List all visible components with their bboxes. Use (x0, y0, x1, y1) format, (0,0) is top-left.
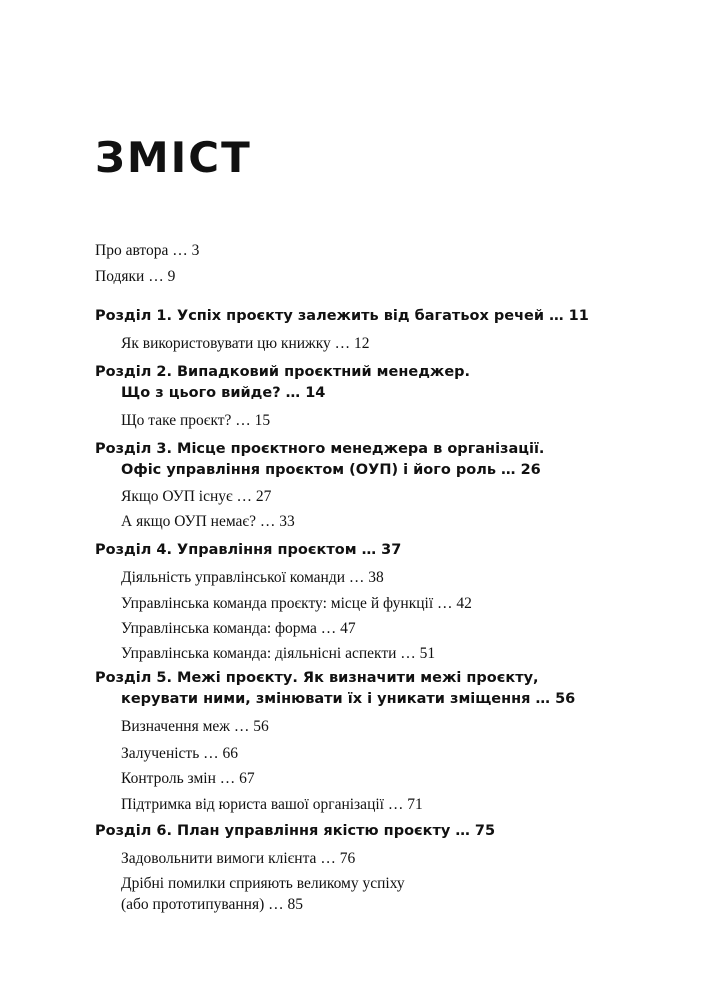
toc-section-line2: (або прототипування) … 85 (121, 896, 303, 913)
toc-section[interactable]: Що таке проєкт? … 15 (121, 412, 271, 429)
chapter-6-title: Розділ 6. План управління якістю проєкту … 75 (95, 823, 496, 839)
toc-chapter-1[interactable] (95, 306, 589, 327)
toc-entry-about-author[interactable]: Про автора … 3 (95, 242, 200, 259)
toc-section[interactable]: А якщо ОУП немає? … 33 (121, 513, 295, 530)
toc-section[interactable]: Підтримка від юриста вашої організації … 71 (121, 796, 423, 813)
chapter-4-title: Розділ 4. Управління проєктом … 37 (95, 542, 402, 558)
toc-section[interactable]: Задовольнити вимоги клієнта … 76 (121, 850, 356, 867)
chapter-2-title-line1: Розділ 2. Випадковий проєктний менеджер. (95, 364, 471, 380)
chapter-5-title-line2: керувати ними, змінювати їх і уникати зміщення … 56 (121, 691, 576, 707)
toc-chapter-4[interactable] (95, 540, 401, 561)
chapter-2-title-line2: Що з цього вийде? … 14 (121, 385, 326, 401)
toc-section[interactable]: Діяльність управлінської команди … 38 (121, 569, 384, 586)
toc-section[interactable]: Контроль змін … 67 (121, 770, 255, 787)
page-title: ЗМІСТ (95, 133, 252, 182)
toc-section[interactable]: Управлінська команда проєкту: місце й функції … 42 (121, 595, 472, 612)
toc-chapter-3[interactable] (95, 439, 544, 481)
toc-section[interactable]: Управлінська команда: форма … 47 (121, 620, 356, 637)
toc-chapter-5[interactable] (95, 668, 575, 710)
toc-section[interactable]: Залученість … 66 (121, 745, 239, 762)
toc-section[interactable]: Як використовувати цю книжку … 12 (121, 335, 370, 352)
chapter-1-title: Розділ 1. Успіх проєкту залежить від багатьох речей … 11 (95, 308, 589, 324)
toc-chapter-6[interactable] (95, 821, 495, 842)
chapter-3-title-line2: Офіс управління проєктом (ОУП) і його роль … 26 (121, 462, 541, 478)
toc-entry-acknowledgements[interactable]: Подяки … 9 (95, 268, 176, 285)
toc-section[interactable]: Управлінська команда: діяльнісні аспекти … 51 (121, 645, 436, 662)
toc-section[interactable]: Якщо ОУП існує … 27 (121, 488, 272, 505)
toc-section[interactable] (121, 873, 405, 915)
chapter-5-title-line1: Розділ 5. Межі проєкту. Як визначити межі проєкту, (95, 670, 539, 686)
toc-section[interactable]: Визначення меж … 56 (121, 718, 269, 735)
chapter-3-title-line1: Розділ 3. Місце проєктного менеджера в організації. (95, 441, 545, 457)
toc-chapter-2[interactable] (95, 362, 470, 404)
toc-section-line1: Дрібні помилки сприяють великому успіху (121, 875, 405, 892)
